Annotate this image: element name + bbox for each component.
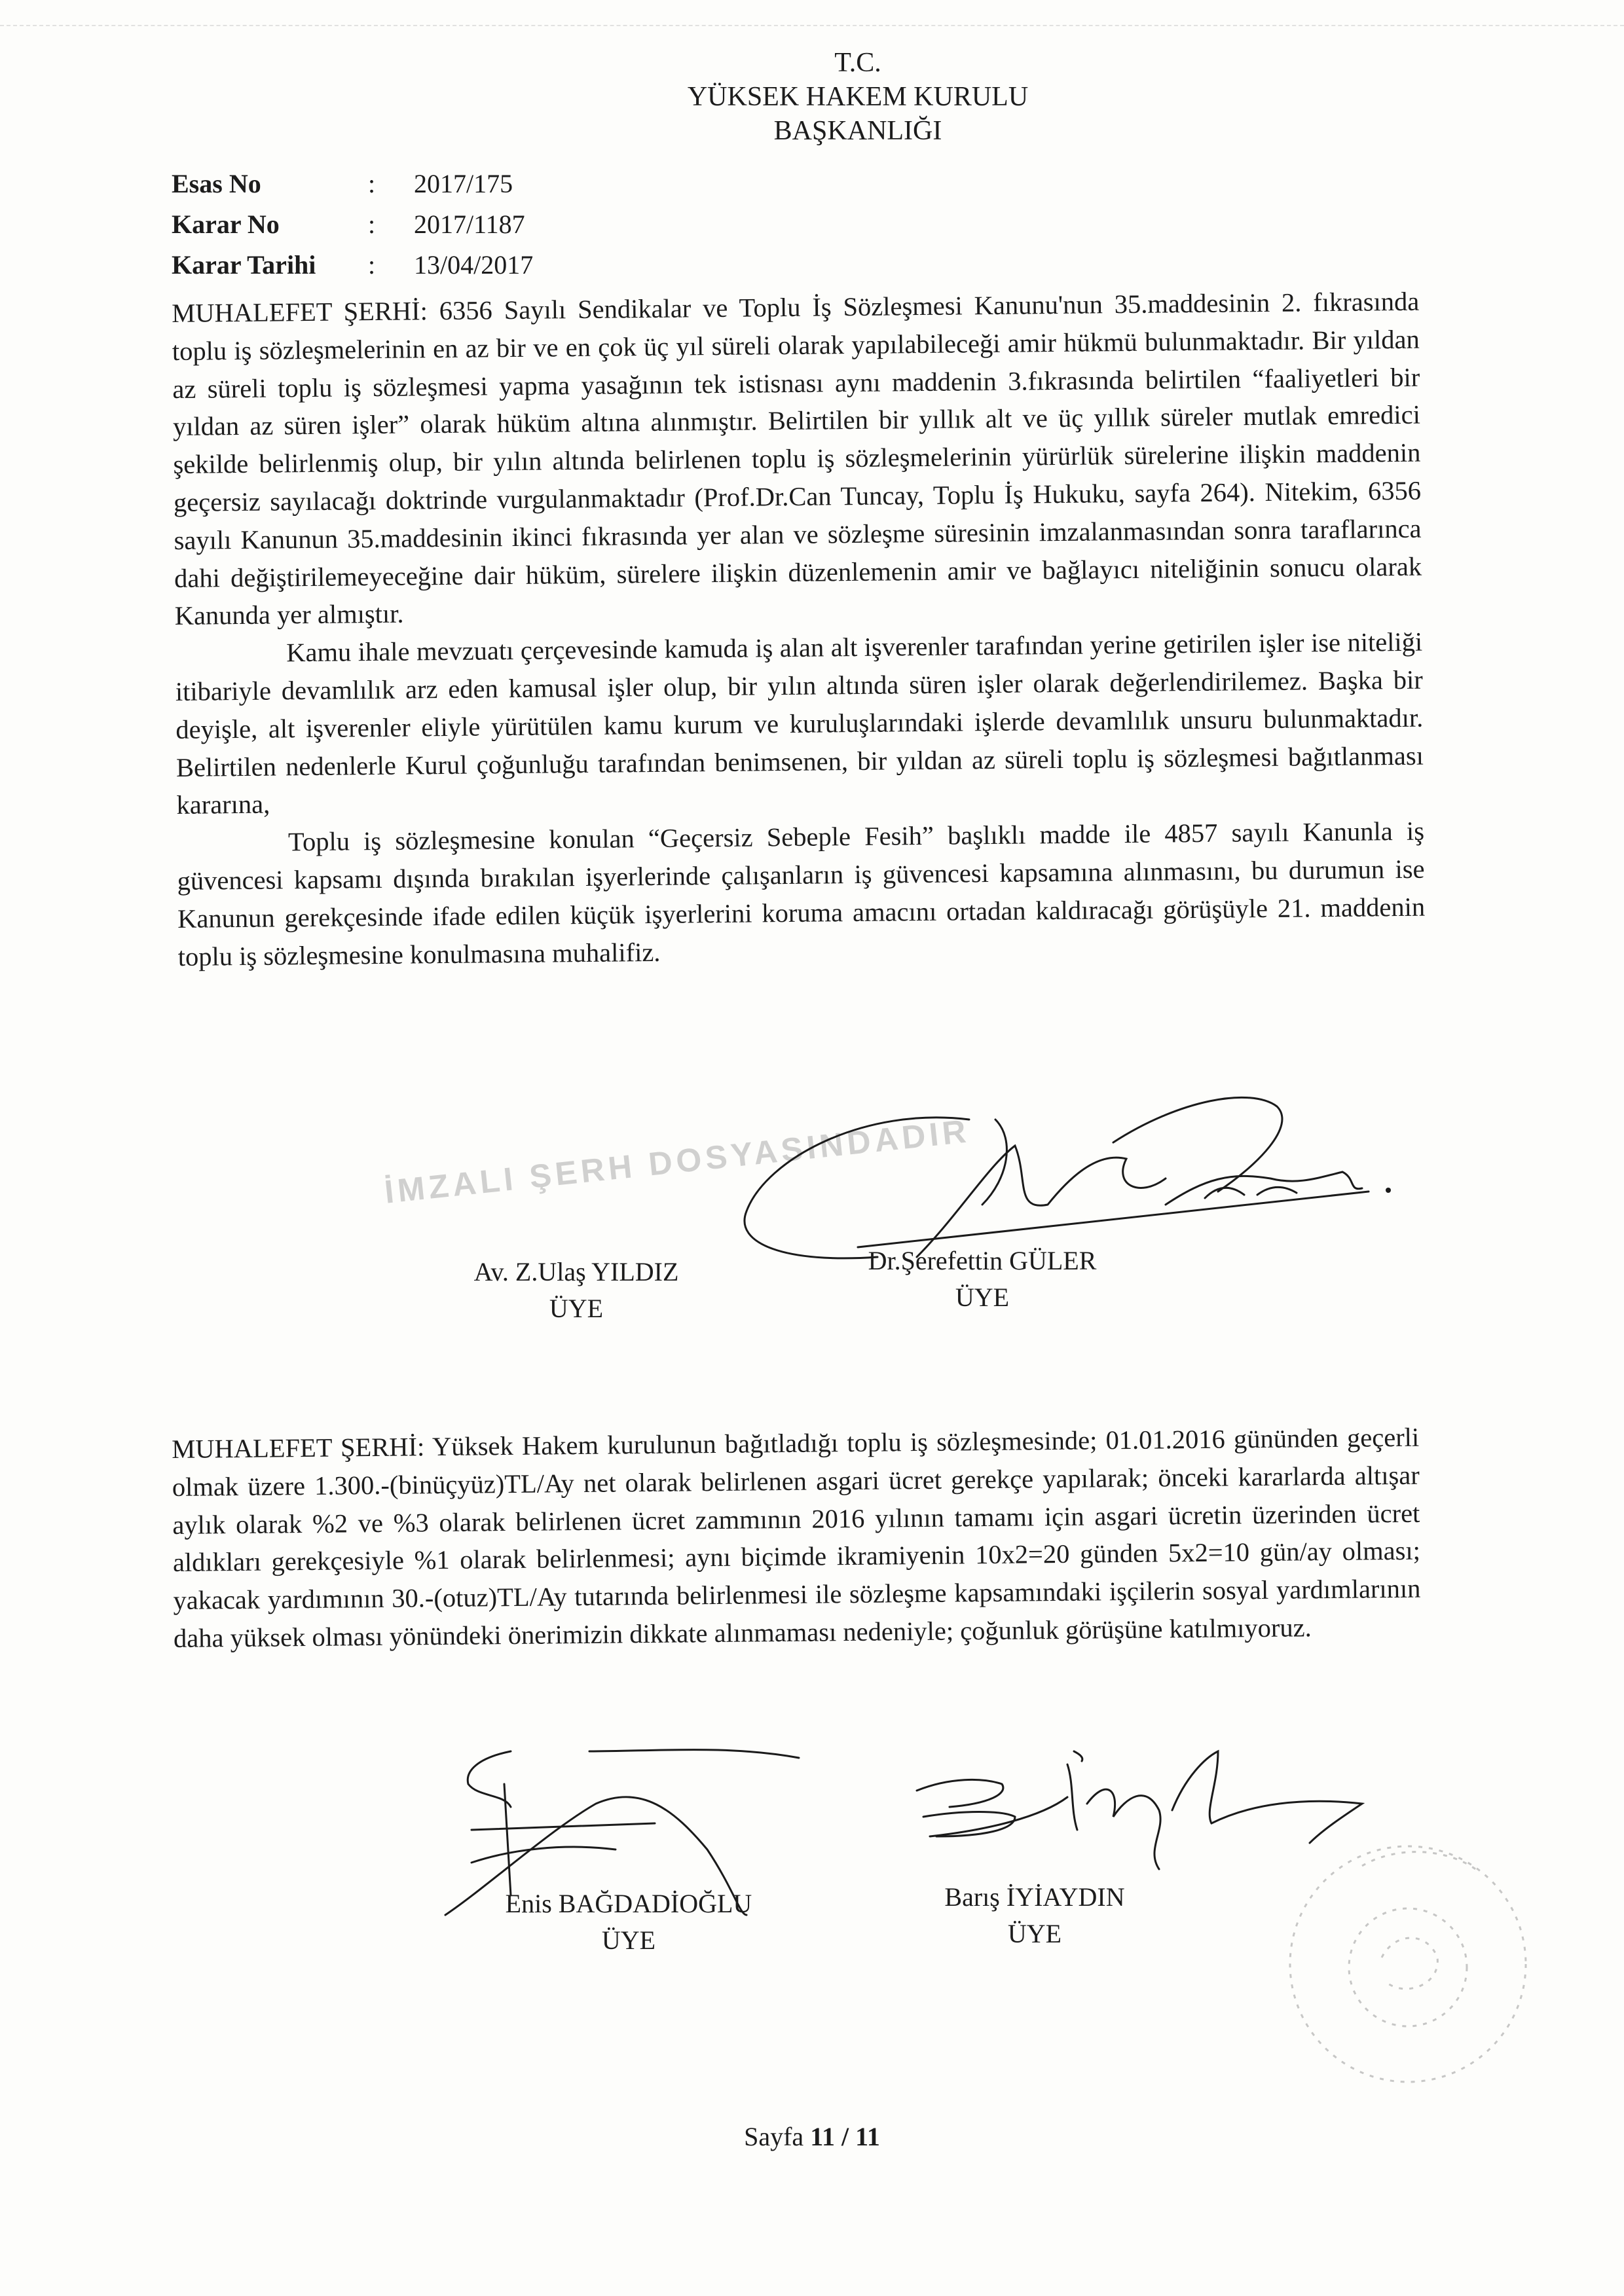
dissent-opinion-2 [172,1419,1421,1658]
signer-name: Barış İYİAYDIN [944,1882,1125,1912]
meta-row-karar [172,204,533,245]
meta-value: 2017/1187 [414,210,525,239]
meta-separator: : [368,169,376,198]
dissent-opinion-1 [172,283,1426,976]
signer-role: ÜYE [955,1283,1010,1312]
signer-block-yildiz [419,1254,733,1327]
page-footer [0,2121,1624,2152]
scan-edge [0,25,1624,26]
document-header [0,46,1624,148]
signer-role: ÜYE [549,1294,604,1323]
header-line-2: YÜKSEK HAKEM KURULU [687,82,1029,112]
signer-name: Enis BAĞDADİOĞLU [505,1889,752,1918]
meta-label: Karar No [172,210,280,239]
case-metadata [172,164,533,285]
header-line-3: BAŞKANLIĞI [773,116,942,146]
meta-row-esas [172,164,533,204]
meta-separator: : [368,250,376,280]
meta-separator: : [368,210,376,239]
page-label: Sayfa [744,2122,811,2151]
meta-value: 2017/175 [414,169,513,198]
signer-role: ÜYE [1007,1919,1062,1948]
signer-name: Av. Z.Ulaş YILDIZ [473,1257,679,1286]
signer-name: Dr.Şerefettin GÜLER [868,1246,1097,1275]
dissent-1-paragraph-2: Kamu ihale mevzuatı çerçevesinde kamuda iş alan alt işverenler tarafından yerine getirilen işler ise niteliği itibariyle devamlılık arz eden kamusal işler olup, bir yılın altında süren işler olarak değerlendirilemez. Başka bir deyişle, alt işverenler eliyle yürütülen kamu kurum ve kuruluşlarındaki işlerde devamlılık unsuru bulunmaktadır. Belirtilen nedenlerle Kurul çoğunluğu tarafından benimsenen, bir yıldan az süreli toplu iş sözleşmesi bağıtlanması kararına, [175,627,1424,820]
header-line-1: T.C. [834,48,881,78]
signer-block-bagdadioglu [452,1886,805,1959]
dissent-1-paragraph-3: Toplu iş sözleşmesine konulan “Geçersiz Sebeple Fesih” başlıklı madde ile 4857 sayılı Kanunla iş güvencesi kapsamı dışında bırakılan işyerlerinde çalışanların iş güvencesi kapsamına alınmasını, bu durumun ise Kanunun gerekçesinde ifade edilen küçük işyerlerini koruma amacını ortadan kaldıracağı görüşüyle 21. maddenin toplu iş sözleşmesine konulmasına muhalifiz. [177,816,1426,972]
meta-label: Esas No [172,169,261,198]
page-number: 11 / 11 [810,2122,880,2151]
signer-block-iyiaydin [894,1879,1175,1952]
signer-role: ÜYE [601,1925,656,1955]
meta-label: Karar Tarihi [172,250,316,280]
dissent-2-paragraph: MUHALEFET ŞERHİ: Yüksek Hakem kurulunun bağıtladığı toplu iş sözleşmesinde; 01.01.2016 gününden geçerli olmak üzere 1.300.-(binüçyüz)TL/Ay net olarak belirlenen asgari ücret gerekçe yapılarak; önceki kararlarda altışar aylık olarak %2 ve %3 olarak belirlenen ücret zammının 2016 yılının tamamı için asgari ücretin üzerinden ücret aldıkları gerekçesiyle %1 olarak belirlenmesi; aynı biçimde ikramiyenin 10x2=20 günden 5x2=10 gün/ay olması; yakacak yardımının 30.-(otuz)TL/Ay tutarında belirlenmesi ile sözleşme kapsamındaki işçilerin sosyal yardımlarının daha yüksek olması yönündeki önerimizin dikkate alınmaması nedeniyle; çoğunluk görüşüne katılmıyoruz. [172,1422,1421,1653]
signed-dissent-stamp: İMZALI ŞERH DOSYASINDADIR [382,1112,972,1211]
dissent-1-paragraph-1: MUHALEFET ŞERHİ: 6356 Sayılı Sendikalar ve Toplu İş Sözleşmesi Kanunu'nun 35.maddesinin 2. fıkrasında toplu iş sözleşmelerinin en az bir ve en çok üç yıl süreli olarak yapılabileceği amir hükmü bulunmaktadır. Bir yıldan az süreli toplu iş sözleşmesi yapma yasağının tek istisnası aynı maddenin 3.fıkrasında belirtilen “faaliyetleri bir yıldan az süren işler” olarak hüküm altına alınmıştır. Belirtilen bir yıllık alt ve üç yıllık süreler mutlak emredici şekilde belirlenmiş olup, bir yılın altında belirlenen toplu iş sözleşmelerinin yürürlük sürelerine ilişkin maddenin geçersiz sayılacağı doktrinde vurgulanmaktadır (Prof.Dr.Can Tuncay, Toplu İş Hukuku, sayfa 264). Nitekim, 6356 sayılı Kanunun 35.maddesinin ikinci fıkrasında yer alan ve sözleşme süresinin imzalanmasından sonra taraflarınca dahi değiştirilemeyeceğine dair hüküm, sürelere ilişkin düzenlemenin amir ve bağlayıcı niteliğinin sonucu olarak Kanunda yer almıştır. [172,286,1422,631]
signer-block-guler [819,1243,1146,1316]
meta-row-tarih [172,245,533,285]
official-seal-icon [1277,1827,1539,2102]
meta-value: 13/04/2017 [414,250,534,280]
